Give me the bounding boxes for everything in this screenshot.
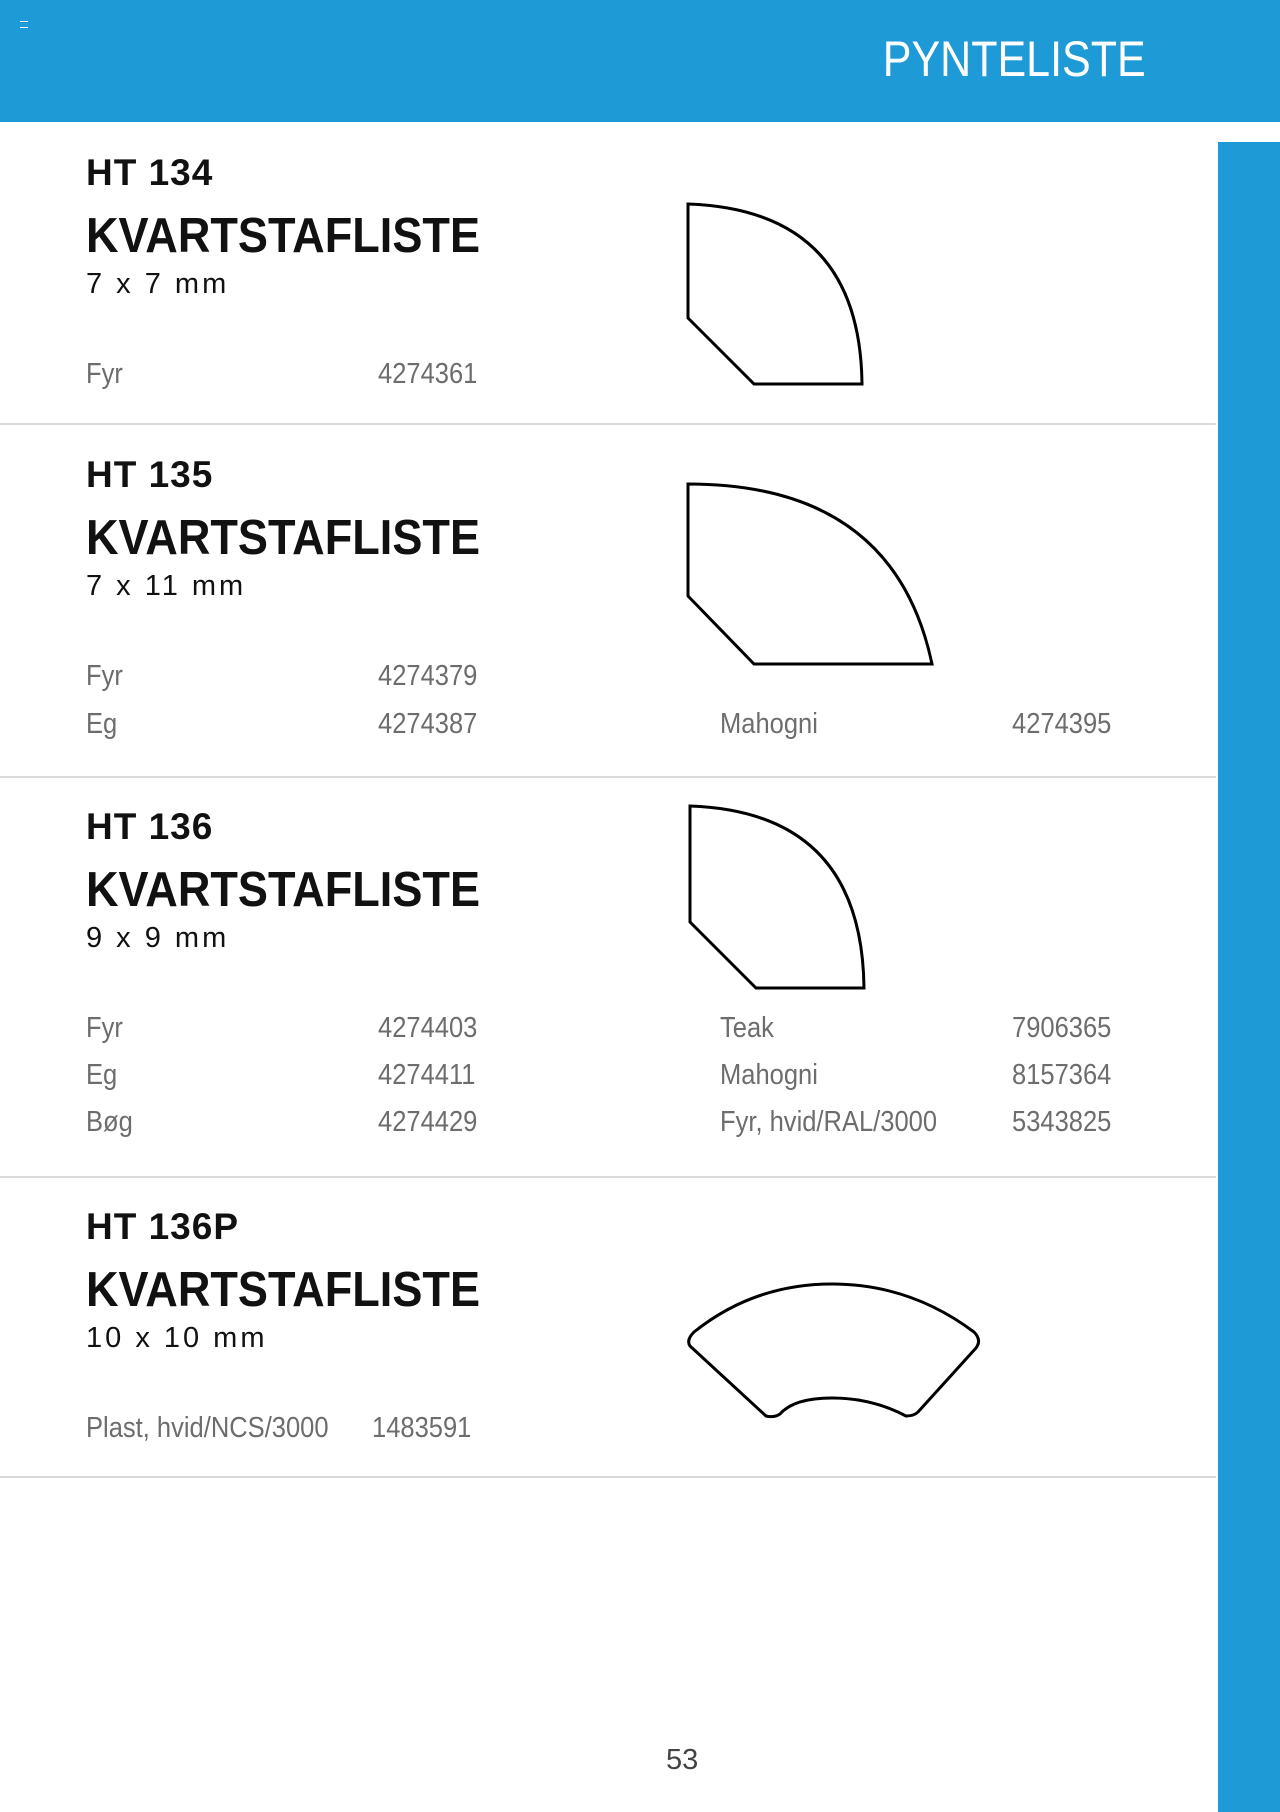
- section-divider: [0, 423, 1216, 425]
- product-name: KVARTSTAFLISTE: [86, 863, 481, 917]
- variant-material: Eg: [86, 708, 118, 740]
- product-dimensions: 7 x 11 mm: [86, 570, 247, 602]
- header-bar: [0, 0, 1280, 122]
- product-code: HT 134: [86, 152, 214, 193]
- variant-number: 4274411: [378, 1059, 476, 1091]
- variant-number: 8157364: [1012, 1059, 1112, 1091]
- product-dimensions: 7 x 7 mm: [86, 268, 230, 300]
- section-divider: [0, 1476, 1216, 1478]
- product-code: HT 135: [86, 454, 214, 495]
- plastic-quarter-round-profile-icon: [682, 1274, 992, 1430]
- side-accent-stripe: [1218, 142, 1280, 1812]
- product-code: HT 136: [86, 806, 214, 847]
- page-number: 53: [666, 1744, 699, 1776]
- variant-material: Fyr, hvid/RAL/3000: [720, 1106, 938, 1138]
- variant-material: Fyr: [86, 1012, 123, 1044]
- quarter-round-profile-icon: [682, 798, 882, 998]
- variant-material: Teak: [720, 1012, 774, 1044]
- variant-number: 4274395: [1012, 708, 1112, 740]
- variant-material: Plast, hvid/NCS/3000: [86, 1412, 329, 1444]
- quarter-round-profile-icon: [680, 478, 940, 678]
- variant-material: Bøg: [86, 1106, 133, 1138]
- variant-material: Fyr: [86, 358, 123, 390]
- product-name: KVARTSTAFLISTE: [86, 1263, 481, 1317]
- product-name: KVARTSTAFLISTE: [86, 511, 481, 565]
- variant-material: Mahogni: [720, 708, 818, 740]
- section-divider: [0, 776, 1216, 778]
- page-title: PYNTELISTE: [883, 31, 1146, 87]
- variant-number: 1483591: [372, 1412, 472, 1444]
- variant-number: 5343825: [1012, 1106, 1112, 1138]
- quarter-round-profile-icon: [680, 196, 880, 396]
- product-dimensions: 9 x 9 mm: [86, 922, 230, 954]
- menu-icon: [20, 21, 28, 28]
- product-name: KVARTSTAFLISTE: [86, 209, 481, 263]
- variant-material: Fyr: [86, 660, 123, 692]
- variant-number: 4274403: [378, 1012, 478, 1044]
- product-dimensions: 10 x 10 mm: [86, 1322, 268, 1354]
- variant-number: 4274387: [378, 708, 478, 740]
- variant-number: 4274429: [378, 1106, 478, 1138]
- variant-number: 7906365: [1012, 1012, 1112, 1044]
- variant-number: 4274361: [378, 358, 478, 390]
- variant-number: 4274379: [378, 660, 478, 692]
- product-code: HT 136P: [86, 1206, 240, 1247]
- section-divider: [0, 1176, 1216, 1178]
- variant-material: Mahogni: [720, 1059, 818, 1091]
- variant-material: Eg: [86, 1059, 118, 1091]
